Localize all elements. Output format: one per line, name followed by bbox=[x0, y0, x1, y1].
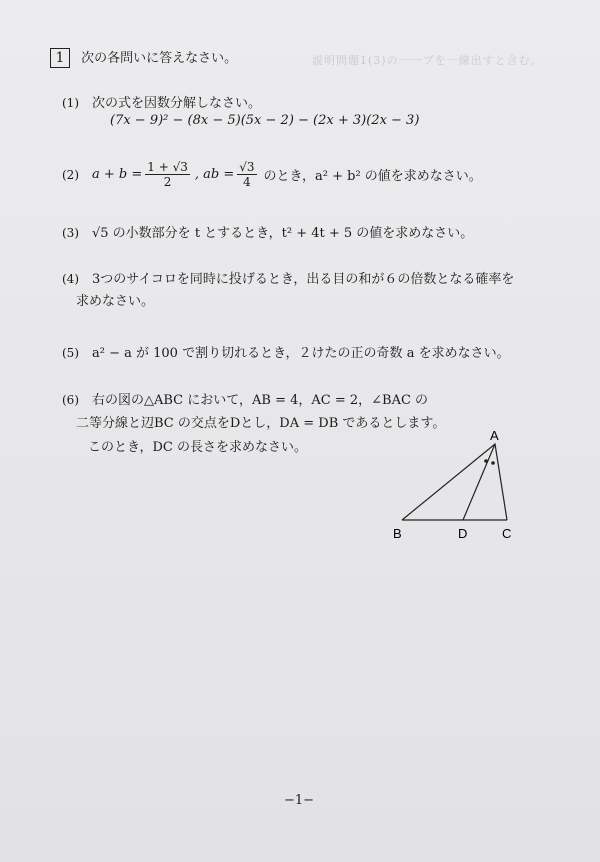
fraction-1-denominator: 2 bbox=[163, 175, 172, 189]
triangle-figure bbox=[385, 425, 525, 545]
fraction-2-numerator: √3 bbox=[239, 160, 255, 174]
fraction-1-numerator: 1 + √3 bbox=[147, 160, 188, 174]
question-number: (5) bbox=[62, 346, 79, 360]
triangle-abc bbox=[402, 444, 507, 520]
vertex-label-c: C bbox=[502, 526, 512, 541]
fraction-2-denominator: 4 bbox=[243, 175, 251, 189]
angle-bisector-ad bbox=[463, 444, 495, 520]
question-3 bbox=[62, 222, 473, 241]
question-6-line2: 二等分線と辺BC の交点をDとし，DA = DB であるとします。 bbox=[76, 416, 446, 431]
question-number: (4) bbox=[62, 272, 79, 286]
fraction-2 bbox=[237, 160, 256, 189]
question-number: (3) bbox=[62, 226, 79, 240]
point-label-d: D bbox=[458, 526, 468, 541]
vertex-label-b: B bbox=[393, 526, 402, 541]
question-number: (2) bbox=[62, 167, 79, 182]
question-text-line1: 3つのサイコロを同時に投げるとき，出る目の和が６の倍数となる確率を bbox=[92, 272, 515, 287]
question-5 bbox=[62, 342, 510, 361]
angle-mark-dot-1 bbox=[484, 459, 488, 463]
sum-expression: a + b = bbox=[92, 167, 143, 182]
question-6-line3: このとき，DC の長さを求めなさい。 bbox=[88, 440, 307, 455]
question-1-expression: (7x − 9)² − (8x − 5)(5x − 2) − (2x + 3)(2x − 3) bbox=[110, 113, 420, 128]
product-expression: , ab = bbox=[194, 167, 235, 182]
vertex-label-a: A bbox=[490, 428, 499, 443]
fraction-1 bbox=[145, 160, 190, 189]
question-6 bbox=[62, 389, 428, 408]
question-4 bbox=[62, 268, 514, 287]
page-number: −1− bbox=[284, 793, 315, 808]
question-number: (6) bbox=[62, 393, 79, 407]
question-text: √5 の小数部分を t とするとき，t² + 4t + 5 の値を求めなさい。 bbox=[92, 226, 474, 241]
question-4-line2: 求めなさい。 bbox=[76, 294, 155, 309]
problem-header bbox=[50, 47, 237, 68]
question-2 bbox=[62, 160, 482, 189]
question-number: (1) bbox=[62, 96, 79, 110]
question-text: a² − a が 100 で割り切れるとき，２けたの正の奇数 a を求めなさい。 bbox=[92, 346, 510, 361]
question-1 bbox=[62, 92, 261, 111]
angle-mark-dot-2 bbox=[491, 461, 495, 465]
question-2-tail: のとき，a² + b² の値を求めなさい。 bbox=[263, 169, 482, 184]
question-text: 次の式を因数分解しなさい。 bbox=[92, 96, 262, 111]
question-text-line1: 右の図の△ABC において，AB = 4，AC = 2，∠BAC の bbox=[92, 393, 429, 408]
problem-instruction: 次の各問いに答えなさい。 bbox=[81, 51, 238, 66]
problem-number-box: 1 bbox=[50, 48, 70, 68]
bleed-through-text: 説明問題1(3)の一一ブを一線出すと含む。 bbox=[312, 54, 543, 67]
